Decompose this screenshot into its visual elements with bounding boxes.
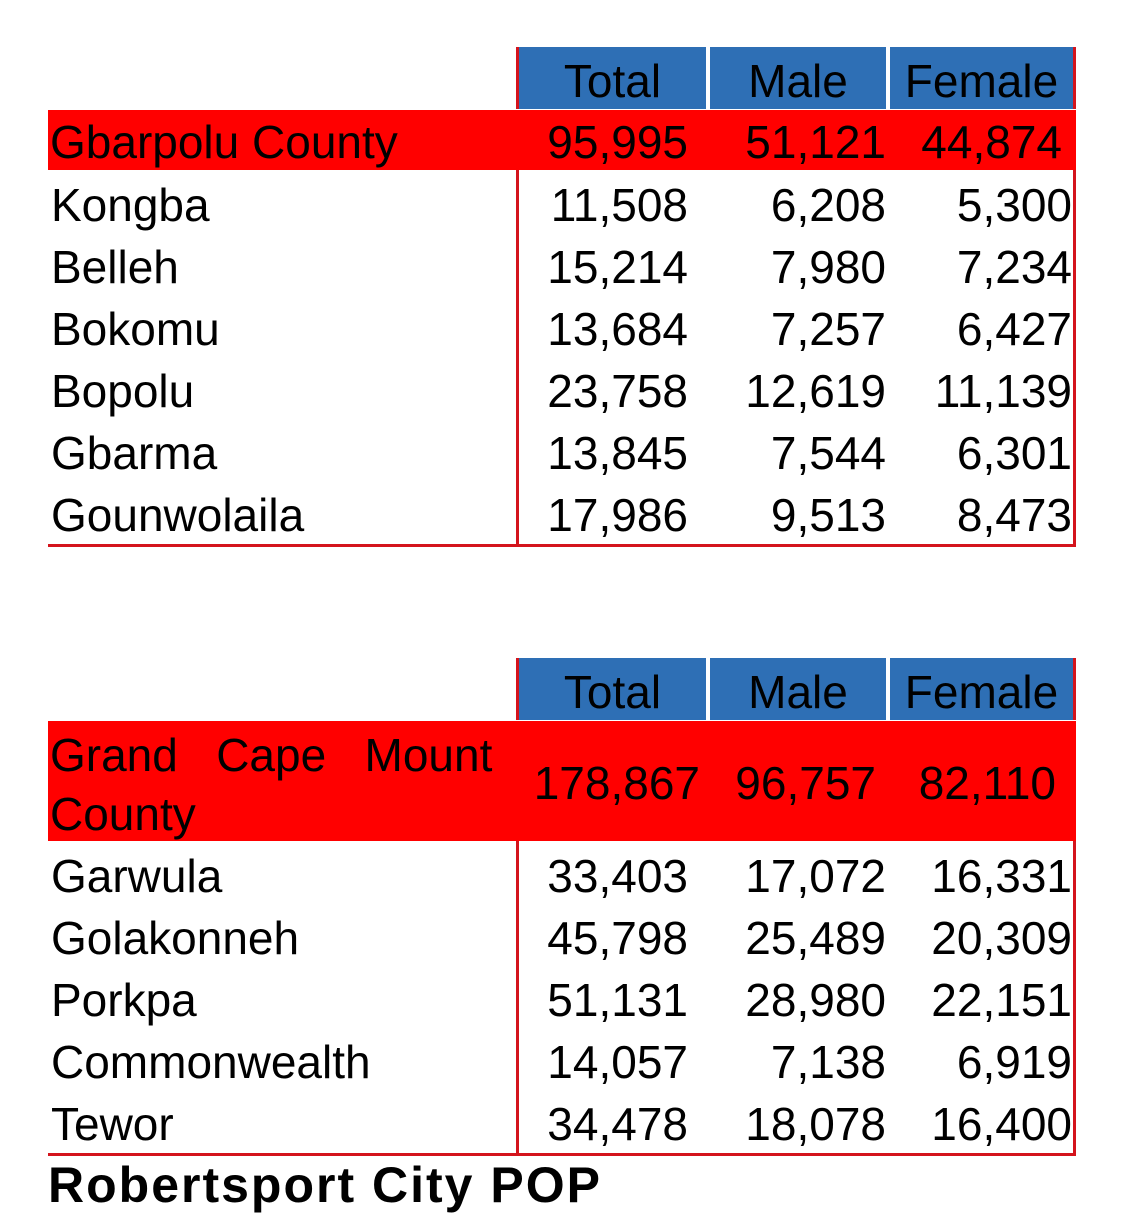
row-male: 17,072	[745, 850, 886, 902]
row-male: 7,980	[770, 241, 886, 293]
table-row	[48, 482, 1076, 544]
row-total: 13,684	[547, 303, 688, 355]
row-name: Bopolu	[51, 365, 195, 417]
row-female: 11,139	[934, 365, 1072, 417]
table-row	[48, 843, 1076, 905]
row-total: 23,758	[547, 365, 688, 417]
row-male: 7,257	[770, 303, 886, 355]
row-name: Commonwealth	[51, 1036, 371, 1088]
header-female: Female	[890, 47, 1076, 109]
county-row	[48, 110, 1076, 170]
row-male: 6,208	[770, 179, 886, 231]
row-name: Golakonneh	[51, 912, 300, 964]
row-female: 8,473	[956, 489, 1072, 541]
row-male: 28,980	[745, 974, 886, 1026]
row-female: 6,919	[956, 1036, 1072, 1088]
county-male: 96,757	[735, 757, 876, 809]
table-header	[516, 658, 1076, 720]
row-name: Porkpa	[51, 974, 197, 1026]
table-row	[48, 967, 1076, 1029]
row-name: Belleh	[51, 241, 179, 293]
row-male: 12,619	[745, 365, 886, 417]
county-total: 178,867	[533, 757, 700, 809]
row-male: 9,513	[770, 489, 886, 541]
table-row	[48, 1091, 1076, 1153]
row-female: 22,151	[931, 974, 1072, 1026]
header-male: Male	[710, 47, 886, 109]
row-name: Kongba	[51, 179, 210, 231]
row-male: 7,138	[770, 1036, 886, 1088]
row-name: Garwula	[51, 850, 223, 902]
table-header	[516, 47, 1076, 109]
header-female: Female	[890, 658, 1076, 720]
row-name: Gbarma	[51, 427, 218, 479]
row-total: 11,508	[550, 179, 688, 231]
row-male: 25,489	[745, 912, 886, 964]
table-row	[48, 1029, 1076, 1091]
table-row	[48, 358, 1076, 420]
row-total: 13,845	[547, 427, 688, 479]
row-female: 16,331	[931, 850, 1072, 902]
row-female: 16,400	[931, 1098, 1072, 1150]
row-total: 33,403	[547, 850, 688, 902]
county-name-line1: Grand Cape Mount	[50, 729, 493, 781]
row-male: 18,078	[745, 1098, 886, 1150]
county-name-line2: County	[50, 788, 196, 840]
county-female: 82,110	[918, 757, 1056, 809]
table-row	[48, 420, 1076, 482]
county-row	[48, 721, 1076, 841]
row-total: 45,798	[547, 912, 688, 964]
header-total: Total	[516, 658, 706, 720]
row-female: 6,301	[956, 427, 1072, 479]
row-female: 20,309	[931, 912, 1072, 964]
county-name: Gbarpolu County	[50, 116, 398, 168]
table-row	[48, 234, 1076, 296]
row-female: 6,427	[956, 303, 1072, 355]
row-name: Tewor	[51, 1098, 174, 1150]
header-total: Total	[516, 47, 706, 109]
cutoff-heading-text: Robertsport City POP	[48, 1157, 602, 1213]
table-row	[48, 172, 1076, 234]
row-female: 7,234	[956, 241, 1072, 293]
row-female: 5,300	[956, 179, 1072, 231]
county-female: 44,874	[921, 116, 1062, 168]
row-male: 7,544	[770, 427, 886, 479]
county-male: 51,121	[745, 116, 886, 168]
row-name: Bokomu	[51, 303, 220, 355]
table-row	[48, 905, 1076, 967]
row-total: 15,214	[547, 241, 688, 293]
row-total: 34,478	[547, 1098, 688, 1150]
header-male: Male	[710, 658, 886, 720]
row-name: Gounwolaila	[51, 489, 305, 541]
row-total: 14,057	[547, 1036, 688, 1088]
row-total: 17,986	[547, 489, 688, 541]
county-total: 95,995	[547, 116, 688, 168]
table-row	[48, 296, 1076, 358]
row-total: 51,131	[547, 974, 688, 1026]
cutoff-heading	[48, 1157, 1048, 1213]
